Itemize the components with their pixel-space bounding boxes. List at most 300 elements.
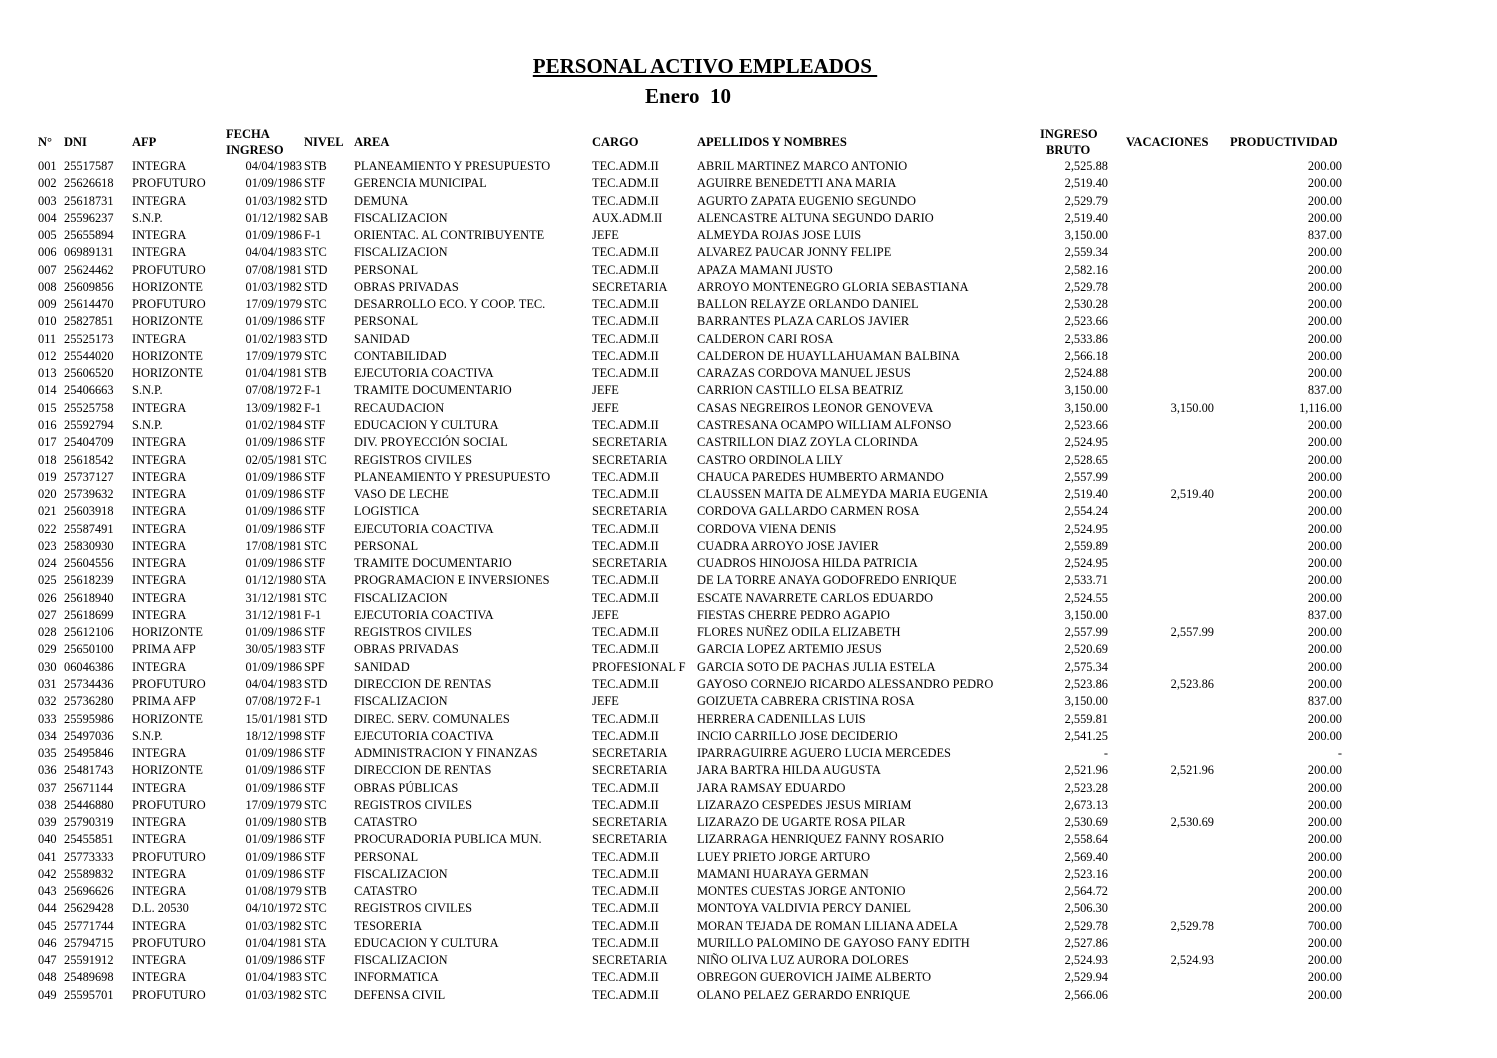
cell-fecha-ingreso: 01/03/1982 [245, 918, 302, 933]
cell-dni: 25587491 [64, 521, 114, 536]
table-row [0, 624, 1497, 641]
cell-cargo: TEC.ADM.II [592, 521, 659, 536]
cell-apellidos-nombres: MAMANI HUARAYA GERMAN [697, 866, 869, 881]
cell-num: 008 [38, 279, 57, 294]
table-row [0, 883, 1497, 900]
header-afp: AFP [132, 135, 157, 149]
cell-fecha-ingreso: 01/09/1980 [245, 815, 302, 830]
cell-afp: INTEGRA [132, 746, 187, 761]
cell-cargo: TEC.ADM.II [592, 176, 659, 191]
cell-fecha-ingreso: 01/09/1986 [245, 556, 302, 571]
cell-productividad: 200.00 [1307, 210, 1342, 225]
table-row [0, 382, 1497, 399]
cell-area: INFORMATICA [354, 970, 439, 985]
cell-fecha-ingreso: 01/08/1979 [245, 884, 302, 899]
cell-num: 036 [38, 763, 57, 778]
cell-fecha-ingreso: 01/09/1986 [245, 469, 302, 484]
cell-fecha-ingreso: 01/09/1986 [245, 763, 302, 778]
cell-afp: INTEGRA [132, 435, 187, 450]
cell-ingreso-bruto: 2,523.66 [1064, 314, 1108, 329]
cell-dni: 25650100 [64, 642, 114, 657]
cell-productividad: 200.00 [1307, 901, 1342, 916]
cell-area: CONTABILIDAD [354, 348, 447, 363]
header-productividad: PRODUCTIVIDAD [1230, 135, 1338, 149]
cell-area: REGISTROS CIVILES [354, 901, 473, 916]
cell-ingreso-bruto: 2,524.88 [1064, 366, 1108, 381]
cell-dni: 25624462 [64, 262, 114, 277]
cell-productividad: 200.00 [1307, 159, 1342, 173]
cell-dni: 25609856 [64, 279, 114, 294]
header-nivel: NIVEL [304, 135, 344, 149]
cell-dni: 25737127 [64, 469, 114, 484]
cell-ingreso-bruto: 3,150.00 [1064, 228, 1108, 243]
cell-vacaciones: 2,557.99 [1170, 625, 1214, 640]
cell-fecha-ingreso: 01/12/1982 [245, 210, 302, 225]
cell-area: PERSONAL [354, 849, 419, 864]
cell-num: 012 [38, 348, 57, 363]
cell-afp: INTEGRA [132, 607, 187, 622]
cell-productividad: 200.00 [1307, 314, 1342, 329]
cell-ingreso-bruto: 2,554.24 [1064, 504, 1108, 519]
cell-num: 006 [38, 245, 57, 260]
document-subtitle: Enero 10 [645, 84, 731, 108]
cell-dni: 25618699 [64, 607, 114, 622]
cell-dni: 25525758 [64, 400, 114, 415]
cell-nivel: F-1 [304, 400, 322, 415]
cell-num: 041 [38, 849, 57, 864]
cell-afp: INTEGRA [132, 590, 187, 605]
cell-num: 010 [38, 314, 57, 329]
cell-num: 014 [38, 383, 57, 398]
table-row [0, 486, 1497, 503]
cell-num: 011 [38, 331, 57, 346]
table-row [0, 918, 1497, 935]
cell-dni: 25591912 [64, 953, 114, 968]
cell-productividad: 200.00 [1307, 193, 1342, 208]
cell-productividad: 200.00 [1307, 417, 1342, 432]
cell-afp: INTEGRA [132, 228, 187, 243]
cell-afp: S.N.P. [132, 210, 163, 225]
cell-cargo: TEC.ADM.II [592, 711, 659, 726]
cell-area: DEMUNA [354, 193, 409, 208]
cell-nivel: STB [304, 884, 327, 899]
table-row [0, 452, 1497, 469]
cell-ingreso-bruto: 3,150.00 [1064, 400, 1108, 415]
cell-ingreso-bruto: 2,530.69 [1064, 815, 1108, 830]
cell-afp: S.N.P. [132, 383, 163, 398]
cell-productividad: 200.00 [1307, 245, 1342, 260]
cell-dni: 25618940 [64, 590, 114, 605]
cell-apellidos-nombres: CUADROS HINOJOSA HILDA PATRICIA [697, 556, 918, 571]
cell-ingreso-bruto: 2,527.86 [1064, 935, 1108, 950]
cell-area: EJECUTORIA COACTIVA [354, 607, 494, 622]
cell-area: ORIENTAC. AL CONTRIBUYENTE [354, 228, 545, 243]
cell-productividad: 700.00 [1307, 918, 1342, 933]
table-row [0, 728, 1497, 745]
cell-apellidos-nombres: GARCIA SOTO DE PACHAS JULIA ESTELA [697, 659, 936, 674]
header-vacaciones: VACACIONES [1126, 135, 1209, 149]
cell-nivel: F-1 [304, 383, 322, 398]
cell-productividad: 200.00 [1307, 538, 1342, 553]
cell-nivel: STF [304, 176, 326, 191]
cell-num: 043 [38, 884, 57, 899]
cell-apellidos-nombres: FLORES NUÑEZ ODILA ELIZABETH [697, 625, 901, 640]
cell-dni: 25614470 [64, 297, 114, 312]
cell-num: 031 [38, 676, 57, 691]
cell-nivel: STF [304, 746, 326, 761]
cell-num: 040 [38, 832, 57, 847]
cell-vacaciones: 2,529.78 [1170, 918, 1214, 933]
cell-nivel: STF [304, 780, 326, 795]
cell-apellidos-nombres: ALENCASTRE ALTUNA SEGUNDO DARIO [697, 210, 934, 225]
cell-ingreso-bruto: 2,529.78 [1064, 918, 1108, 933]
table-row [0, 831, 1497, 848]
cell-area: TRAMITE DOCUMENTARIO [354, 556, 512, 571]
cell-area: TESORERIA [354, 918, 423, 933]
cell-productividad: 200.00 [1307, 176, 1342, 191]
cell-num: 034 [38, 728, 57, 743]
table-row [0, 866, 1497, 883]
cell-apellidos-nombres: GARCIA LOPEZ ARTEMIO JESUS [697, 642, 882, 657]
cell-dni: 25404709 [64, 435, 114, 450]
cell-ingreso-bruto: 2,566.06 [1064, 987, 1108, 1002]
table-row [0, 434, 1497, 451]
cell-apellidos-nombres: MURILLO PALOMINO DE GAYOSO FANY EDITH [697, 935, 970, 950]
cell-cargo: TEC.ADM.II [592, 348, 659, 363]
cell-cargo: TEC.ADM.II [592, 797, 659, 812]
cell-afp: PRIMA AFP [132, 694, 196, 709]
cell-apellidos-nombres: AGUIRRE BENEDETTI ANA MARIA [697, 176, 897, 191]
cell-num: 002 [38, 176, 57, 191]
cell-ingreso-bruto: 2,559.34 [1064, 245, 1108, 260]
cell-num: 021 [38, 504, 57, 519]
cell-fecha-ingreso: 01/09/1986 [245, 504, 302, 519]
cell-afp: S.N.P. [132, 728, 163, 743]
cell-fecha-ingreso: 01/02/1983 [245, 331, 302, 346]
cell-num: 007 [38, 262, 57, 277]
cell-afp: PROFUTURO [132, 676, 206, 691]
cell-apellidos-nombres: CASTRESANA OCAMPO WILLIAM ALFONSO [697, 417, 952, 432]
table-row [0, 849, 1497, 866]
cell-cargo: JEFE [592, 694, 619, 709]
cell-fecha-ingreso: 01/03/1982 [245, 193, 302, 208]
document-title: PERSONAL ACTIVO EMPLEADOS [532, 54, 878, 78]
cell-ingreso-bruto: 2,541.25 [1064, 728, 1108, 743]
table-row [0, 417, 1497, 434]
cell-fecha-ingreso: 01/04/1981 [245, 366, 302, 381]
cell-fecha-ingreso: 01/09/1986 [245, 849, 302, 864]
cell-dni: 25830930 [64, 538, 114, 553]
cell-fecha-ingreso: 17/08/1981 [245, 538, 302, 553]
cell-afp: PRIMA AFP [132, 642, 196, 657]
cell-fecha-ingreso: 31/12/1981 [245, 590, 302, 605]
cell-dni: 25655894 [64, 228, 114, 243]
cell-area: PERSONAL [354, 262, 419, 277]
cell-cargo: TEC.ADM.II [592, 487, 659, 502]
cell-apellidos-nombres: CLAUSSEN MAITA DE ALMEYDA MARIA EUGENIA [697, 487, 989, 502]
table-row [0, 365, 1497, 382]
cell-ingreso-bruto: 2,519.40 [1064, 176, 1108, 191]
cell-ingreso-bruto: 2,524.95 [1064, 556, 1108, 571]
cell-ingreso-bruto: 2,520.69 [1064, 642, 1108, 657]
table-row [0, 193, 1497, 210]
cell-dni: 25629428 [64, 901, 114, 916]
cell-area: FISCALIZACION [354, 210, 448, 225]
cell-fecha-ingreso: 15/01/1981 [245, 711, 302, 726]
cell-apellidos-nombres: JARA BARTRA HILDA AUGUSTA [697, 763, 881, 778]
header-apellidos-nombres: APELLIDOS Y NOMBRES [697, 135, 847, 149]
table-row [0, 762, 1497, 779]
cell-dni: 25790319 [64, 815, 114, 830]
cell-productividad: 200.00 [1307, 815, 1342, 830]
cell-nivel: STF [304, 487, 326, 502]
cell-cargo: AUX.ADM.II [592, 210, 663, 225]
cell-apellidos-nombres: GAYOSO CORNEJO RICARDO ALESSANDRO PEDRO [697, 676, 994, 691]
cell-productividad: 837.00 [1307, 228, 1342, 243]
cell-cargo: TEC.ADM.II [592, 590, 659, 605]
cell-cargo: SECRETARIA [592, 953, 668, 968]
cell-nivel: STC [304, 987, 327, 1002]
cell-ingreso-bruto: 3,150.00 [1064, 383, 1108, 398]
cell-dni: 25773333 [64, 849, 114, 864]
cell-ingreso-bruto: 2,569.40 [1064, 849, 1108, 864]
cell-cargo: TEC.ADM.II [592, 314, 659, 329]
cell-ingreso-bruto: - [1103, 746, 1108, 761]
header-ingreso: INGRESO [226, 143, 284, 157]
cell-nivel: STC [304, 348, 327, 363]
cell-cargo: JEFE [592, 228, 619, 243]
cell-productividad: 200.00 [1307, 866, 1342, 881]
table-row [0, 175, 1497, 192]
cell-ingreso-bruto: 2,506.30 [1064, 901, 1108, 916]
cell-cargo: SECRETARIA [592, 746, 668, 761]
table-row [0, 659, 1497, 676]
cell-nivel: STB [304, 159, 327, 173]
cell-num: 042 [38, 866, 57, 881]
cell-dni: 25618731 [64, 193, 114, 208]
cell-area: LOGISTICA [354, 504, 420, 519]
cell-afp: INTEGRA [132, 193, 187, 208]
cell-num: 027 [38, 607, 57, 622]
cell-area: DIRECCION DE RENTAS [354, 676, 492, 691]
cell-area: EDUCACION Y CULTURA [354, 417, 499, 432]
cell-fecha-ingreso: 31/12/1981 [245, 607, 302, 622]
cell-apellidos-nombres: BALLON RELAYZE ORLANDO DANIEL [697, 297, 919, 312]
table-row [0, 900, 1497, 917]
cell-num: 030 [38, 659, 57, 674]
cell-area: ADMINISTRACION Y FINANZAS [354, 746, 538, 761]
cell-cargo: TEC.ADM.II [592, 193, 659, 208]
cell-fecha-ingreso: 01/09/1986 [245, 435, 302, 450]
cell-ingreso-bruto: 2,523.86 [1064, 676, 1108, 691]
cell-dni: 25739632 [64, 487, 114, 502]
cell-dni: 25455851 [64, 832, 114, 847]
cell-afp: INTEGRA [132, 469, 187, 484]
cell-afp: INTEGRA [132, 159, 187, 173]
cell-nivel: STD [304, 262, 328, 277]
table-row [0, 262, 1497, 279]
cell-ingreso-bruto: 2,566.18 [1064, 348, 1108, 363]
cell-area: CATASTRO [354, 815, 418, 830]
table-row [0, 348, 1497, 365]
cell-nivel: STF [304, 435, 326, 450]
table-row [0, 641, 1497, 658]
cell-cargo: TEC.ADM.II [592, 262, 659, 277]
table-row [0, 969, 1497, 986]
cell-afp: INTEGRA [132, 659, 187, 674]
cell-num: 025 [38, 573, 57, 588]
cell-num: 016 [38, 417, 57, 432]
cell-nivel: STD [304, 279, 328, 294]
cell-nivel: STF [304, 953, 326, 968]
cell-num: 022 [38, 521, 57, 536]
cell-productividad: 200.00 [1307, 780, 1342, 795]
cell-num: 023 [38, 538, 57, 553]
cell-area: FISCALIZACION [354, 866, 448, 881]
cell-apellidos-nombres: LIZARAZO DE UGARTE ROSA PILAR [697, 815, 906, 830]
cell-num: 038 [38, 797, 57, 812]
cell-afp: INTEGRA [132, 953, 187, 968]
table-row [0, 711, 1497, 728]
cell-dni: 25497036 [64, 728, 114, 743]
cell-cargo: TEC.ADM.II [592, 625, 659, 640]
cell-afp: PROFUTURO [132, 297, 206, 312]
header-num: N° [38, 135, 53, 149]
cell-num: 049 [38, 987, 57, 1002]
cell-productividad: 200.00 [1307, 331, 1342, 346]
cell-nivel: STD [304, 676, 328, 691]
cell-apellidos-nombres: OLANO PELAEZ GERARDO ENRIQUE [697, 987, 911, 1002]
cell-apellidos-nombres: ALMEYDA ROJAS JOSE LUIS [697, 228, 862, 243]
cell-apellidos-nombres: MORAN TEJADA DE ROMAN LILIANA ADELA [697, 918, 959, 933]
cell-fecha-ingreso: 02/05/1981 [245, 452, 302, 467]
cell-num: 001 [38, 159, 57, 173]
cell-cargo: SECRETARIA [592, 452, 668, 467]
cell-nivel: STD [304, 711, 328, 726]
table-row [0, 400, 1497, 417]
cell-apellidos-nombres: FIESTAS CHERRE PEDRO AGAPIO [697, 607, 890, 622]
cell-productividad: 837.00 [1307, 607, 1342, 622]
cell-dni: 25612106 [64, 625, 114, 640]
cell-ingreso-bruto: 2,564.72 [1064, 884, 1108, 899]
cell-ingreso-bruto: 2,524.93 [1064, 953, 1108, 968]
cell-nivel: STC [304, 918, 327, 933]
cell-num: 029 [38, 642, 57, 657]
table-row [0, 158, 1497, 175]
cell-cargo: TEC.ADM.II [592, 331, 659, 346]
cell-ingreso-bruto: 2,530.28 [1064, 297, 1108, 312]
cell-vacaciones: 3,150.00 [1170, 400, 1214, 415]
cell-num: 026 [38, 590, 57, 605]
cell-fecha-ingreso: 04/04/1983 [245, 676, 302, 691]
cell-afp: PROFUTURO [132, 797, 206, 812]
cell-apellidos-nombres: CASAS NEGREIROS LEONOR GENOVEVA [697, 400, 934, 415]
cell-fecha-ingreso: 01/09/1986 [245, 314, 302, 329]
cell-afp: INTEGRA [132, 556, 187, 571]
cell-ingreso-bruto: 2,519.40 [1064, 487, 1108, 502]
cell-dni: 25671144 [64, 780, 114, 795]
cell-productividad: 200.00 [1307, 297, 1342, 312]
cell-dni: 06046386 [64, 659, 114, 674]
table-row [0, 313, 1497, 330]
cell-fecha-ingreso: 18/12/1998 [245, 728, 302, 743]
cell-area: PLANEAMIENTO Y PRESUPUESTO [354, 159, 551, 173]
cell-productividad: 200.00 [1307, 573, 1342, 588]
table-row [0, 814, 1497, 831]
cell-apellidos-nombres: CALDERON DE HUAYLLAHUAMAN BALBINA [697, 348, 960, 363]
table-row [0, 952, 1497, 969]
cell-apellidos-nombres: LIZARAZO CESPEDES JESUS MIRIAM [697, 797, 912, 812]
cell-nivel: STF [304, 504, 326, 519]
cell-apellidos-nombres: CARAZAS CORDOVA MANUEL JESUS [697, 366, 911, 381]
cell-area: VASO DE LECHE [354, 487, 449, 502]
cell-productividad: 837.00 [1307, 383, 1342, 398]
cell-fecha-ingreso: 01/09/1986 [245, 746, 302, 761]
cell-productividad: 1,116.00 [1299, 400, 1342, 415]
cell-productividad: 200.00 [1307, 279, 1342, 294]
cell-cargo: TEC.ADM.II [592, 245, 659, 260]
cell-nivel: STF [304, 763, 326, 778]
cell-apellidos-nombres: AGURTO ZAPATA EUGENIO SEGUNDO [697, 193, 916, 208]
cell-productividad: 200.00 [1307, 452, 1342, 467]
cell-cargo: SECRETARIA [592, 556, 668, 571]
cell-dni: 25626618 [64, 176, 114, 191]
cell-productividad: 837.00 [1307, 694, 1342, 709]
cell-productividad: 200.00 [1307, 884, 1342, 899]
cell-cargo: TEC.ADM.II [592, 901, 659, 916]
cell-ingreso-bruto: 2,559.81 [1064, 711, 1108, 726]
cell-num: 032 [38, 694, 57, 709]
cell-cargo: TEC.ADM.II [592, 987, 659, 1002]
cell-afp: PROFUTURO [132, 176, 206, 191]
cell-fecha-ingreso: 01/04/1981 [245, 935, 302, 950]
cell-cargo: TEC.ADM.II [592, 417, 659, 432]
cell-num: 013 [38, 366, 57, 381]
cell-nivel: STF [304, 866, 326, 881]
cell-fecha-ingreso: 01/09/1986 [245, 953, 302, 968]
cell-productividad: 200.00 [1307, 970, 1342, 985]
table-row [0, 676, 1497, 693]
table-row [0, 607, 1497, 624]
cell-fecha-ingreso: 01/09/1986 [245, 487, 302, 502]
cell-area: PERSONAL [354, 538, 419, 553]
cell-apellidos-nombres: CUADRA ARROYO JOSE JAVIER [697, 538, 879, 553]
cell-productividad: 200.00 [1307, 556, 1342, 571]
cell-cargo: TEC.ADM.II [592, 780, 659, 795]
cell-apellidos-nombres: MONTOYA VALDIVIA PERCY DANIEL [697, 901, 911, 916]
cell-productividad: 200.00 [1307, 763, 1342, 778]
cell-area: OBRAS PÚBLICAS [354, 780, 459, 795]
cell-dni: 25525173 [64, 331, 114, 346]
cell-num: 048 [38, 970, 57, 985]
cell-apellidos-nombres: ARROYO MONTENEGRO GLORIA SEBASTIANA [697, 279, 969, 294]
cell-afp: HORIZONTE [132, 625, 203, 640]
cell-area: EJECUTORIA COACTIVA [354, 366, 494, 381]
cell-productividad: 200.00 [1307, 348, 1342, 363]
cell-fecha-ingreso: 01/09/1986 [245, 625, 302, 640]
cell-cargo: SECRETARIA [592, 815, 668, 830]
employee-table-body [0, 158, 1497, 1004]
cell-productividad: 200.00 [1307, 659, 1342, 674]
cell-ingreso-bruto: 2,533.86 [1064, 331, 1108, 346]
cell-fecha-ingreso: 01/09/1986 [245, 521, 302, 536]
cell-fecha-ingreso: 01/09/1986 [245, 176, 302, 191]
cell-afp: INTEGRA [132, 884, 187, 899]
cell-productividad: 200.00 [1307, 849, 1342, 864]
cell-afp: INTEGRA [132, 452, 187, 467]
cell-fecha-ingreso: 30/05/1983 [245, 642, 302, 657]
cell-apellidos-nombres: ALVAREZ PAUCAR JONNY FELIPE [697, 245, 892, 260]
